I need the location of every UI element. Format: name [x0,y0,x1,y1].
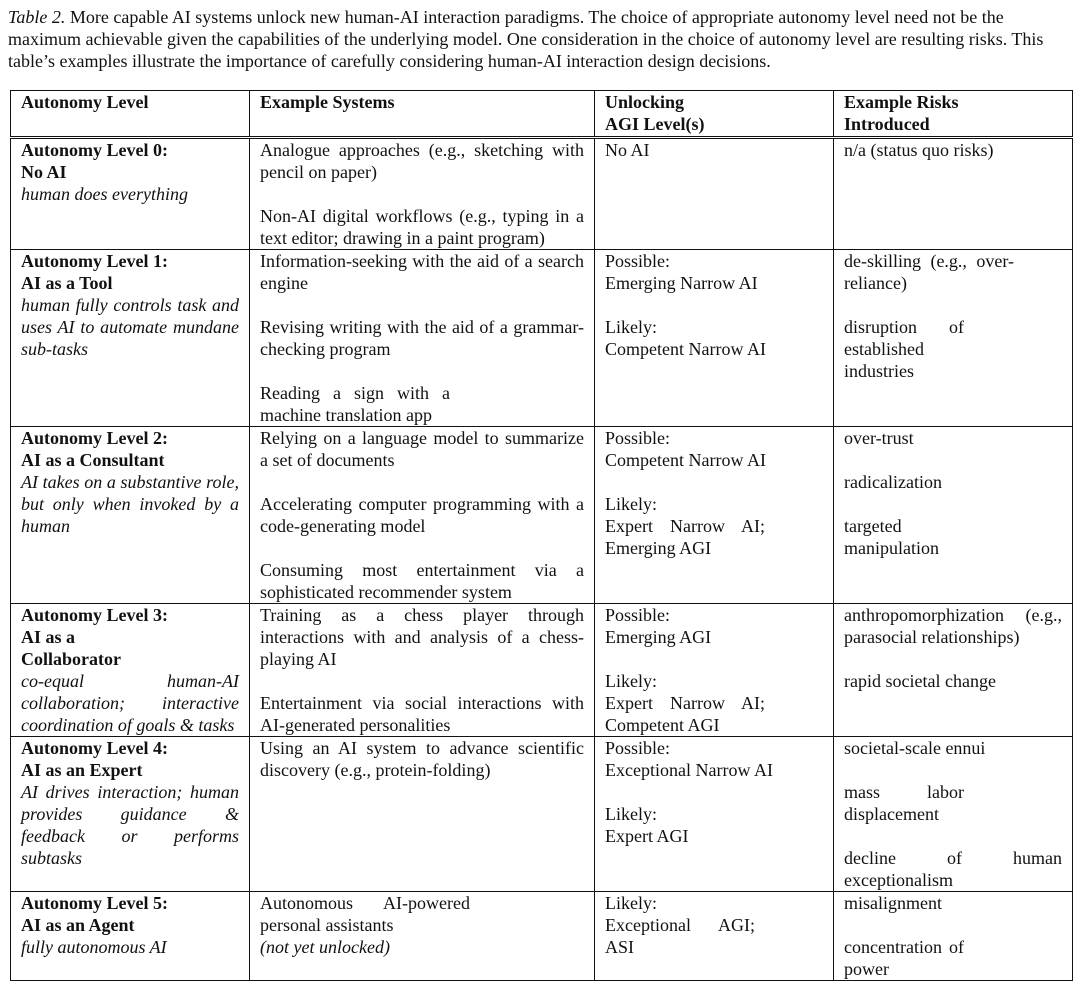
table-header-row [11,91,1073,138]
agi-likelihood-label: Possible: [605,605,671,625]
caption-text: More capable AI systems unlock new human-AI interaction paradigms. The choice of appropriate autonomy level need not be the maximum achievable given the capabilities of the underlying model. One consideration in the choice of autonomy level are resulting risks. This table’s examples illustrate the importance of carefully considering human-AI interaction design decisions. [8,7,1044,71]
agi-level: Exceptional Narrow AI [605,760,773,780]
header-example-systems: Example Systems [250,91,595,138]
autonomy-levels-table [10,90,1073,981]
risk: radicalization [844,472,942,492]
risk: rapid societal change [844,671,996,691]
agi-levels-cell [595,737,834,892]
example-system: Consuming most entertainment via a sophisticated recommender system [260,560,584,602]
level-title: Autonomy Level 0: [21,140,168,160]
risk: decline of human exceptionalism [844,848,1062,890]
level-title: Autonomy Level 1: [21,251,168,271]
autonomy-level-cell [11,427,250,604]
table-row [11,892,1073,981]
risk: over-trust [844,428,914,448]
autonomy-level-cell [11,138,250,250]
agi-level: Competent Narrow AI [605,339,766,359]
agi-likelihood-label: Likely: [605,893,657,913]
risks-cell [834,138,1073,250]
level-name: AI as a Tool [21,273,113,293]
level-name: AI as a Collaborator [21,627,121,669]
agi-likelihood-label: Possible: [605,738,671,758]
risk: targeted manipulation [844,516,939,558]
example-systems-cell [250,892,595,981]
table-row [11,138,1073,250]
autonomy-level-cell [11,737,250,892]
example-system-note: (not yet unlocked) [260,937,390,957]
header-example-risks: Example Risks Introduced [834,91,1073,138]
risks-cell [834,250,1073,427]
level-title: Autonomy Level 2: [21,428,168,448]
example-system: Using an AI system to advance scientific discovery (e.g., protein-folding) [260,738,584,780]
risks-cell [834,892,1073,981]
level-description: co-equal human-AI collaboration; interactive coordination of goals & tasks [21,671,239,735]
example-systems-cell [250,604,595,737]
agi-likelihood-label: Possible: [605,251,671,271]
level-name: AI as an Agent [21,915,135,935]
example-system: Reading a sign with a machine translation app [260,383,450,425]
level-name: AI as a Consultant [21,450,165,470]
risk: concentration of power [844,937,964,979]
risks-cell [834,604,1073,737]
agi-level: Emerging AGI [605,627,712,647]
example-system: Information-seeking with the aid of a search engine [260,251,584,293]
risk: anthropomorphization (e.g., parasocial relationships) [844,605,1062,647]
example-system: Entertainment via social interactions with AI-generated personalities [260,693,584,735]
autonomy-level-cell [11,604,250,737]
example-system: Accelerating computer programming with a code-generating model [260,494,584,536]
level-name: No AI [21,162,67,182]
example-system: Non-AI digital workflows (e.g., typing in a text editor; drawing in a paint program) [260,206,584,248]
level-description: human does everything [21,184,188,204]
table-caption [8,6,1074,72]
agi-level: No AI [605,140,650,160]
risk: misalignment [844,893,942,913]
level-description: AI takes on a substantive role, but only when invoked by a human [21,472,239,536]
table-row [11,427,1073,604]
autonomy-level-cell [11,250,250,427]
agi-level: Expert Narrow AI; Competent AGI [605,693,765,735]
example-systems-cell [250,737,595,892]
example-system: Revising writing with the aid of a grammar-checking program [260,317,584,359]
agi-likelihood-label: Possible: [605,428,671,448]
agi-levels-cell [595,250,834,427]
level-description: human fully controls task and uses AI to automate mundane sub-tasks [21,295,239,359]
agi-level: Emerging Narrow AI [605,273,758,293]
table-row [11,250,1073,427]
example-system: Training as a chess player through interactions with and analysis of a chess-playing AI [260,605,584,669]
agi-levels-cell [595,138,834,250]
table-row [11,737,1073,892]
example-systems-cell [250,138,595,250]
agi-level: Expert AGI [605,826,689,846]
header-unlocking-agi-levels: Unlocking AGI Level(s) [595,91,834,138]
risk: disruption of established industries [844,317,964,381]
risk: mass labor displacement [844,782,964,824]
example-system: Autonomous AI-powered personal assistants [260,893,470,935]
agi-levels-cell [595,604,834,737]
agi-level: Competent Narrow AI [605,450,766,470]
risk: societal-scale ennui [844,738,986,758]
caption-label: Table 2. [8,7,66,27]
risk: n/a (status quo risks) [844,140,994,160]
agi-levels-cell [595,892,834,981]
agi-level: Expert Narrow AI; Emerging AGI [605,516,765,558]
risks-cell [834,737,1073,892]
example-system: Relying on a language model to summarize a set of documents [260,428,584,470]
example-system: Analogue approaches (e.g., sketching with pencil on paper) [260,140,584,182]
example-systems-cell [250,250,595,427]
header-autonomy-level: Autonomy Level [11,91,250,138]
agi-likelihood-label: Likely: [605,671,657,691]
agi-likelihood-label: Likely: [605,804,657,824]
agi-levels-cell [595,427,834,604]
level-name: AI as an Expert [21,760,143,780]
risks-cell [834,427,1073,604]
example-systems-cell [250,427,595,604]
level-title: Autonomy Level 5: [21,893,168,913]
level-title: Autonomy Level 3: [21,605,168,625]
level-title: Autonomy Level 4: [21,738,168,758]
table-row [11,604,1073,737]
level-description: fully autonomous AI [21,937,167,957]
autonomy-level-cell [11,892,250,981]
agi-likelihood-label: Likely: [605,317,657,337]
level-description: AI drives interaction; human provides guidance & feedback or performs subtasks [21,782,239,868]
agi-likelihood-label: Likely: [605,494,657,514]
agi-level: Exceptional AGI; ASI [605,915,755,957]
risk: de-skilling (e.g., over-reliance) [844,251,1014,293]
